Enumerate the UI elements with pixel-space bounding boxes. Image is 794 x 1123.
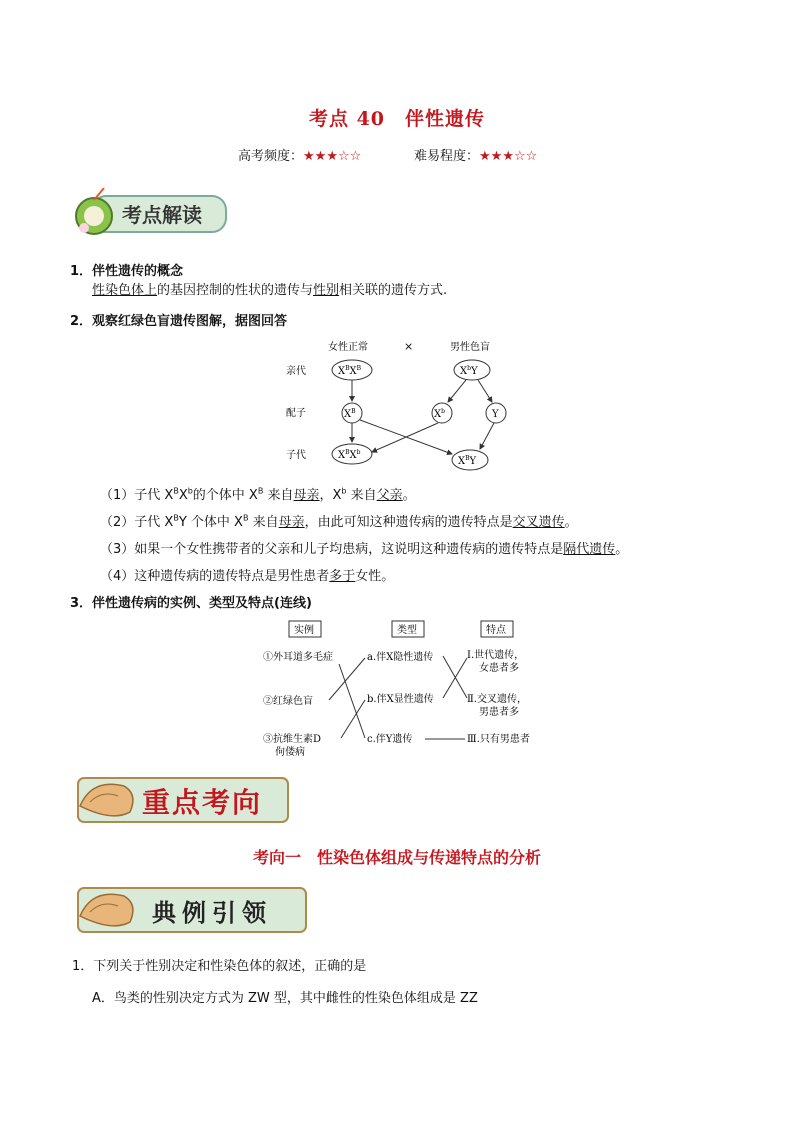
text-run: 来自 [252,515,279,530]
genotype-father: $X^bY$ [460,365,478,377]
column-header-example: 实例 [294,625,314,636]
answer-blank: 母亲 [278,515,305,530]
feature-1-line2: 女患者多 [479,663,519,674]
option-a: A．鸟类的性别决定方式为 ZW 型，其中雌性的性染色体组成是 ZZ [92,991,478,1006]
text-run: （1）子代 X [100,488,174,503]
section-heading-1: 1．伴性遗传的概念 [70,264,184,279]
text-run: 的个体中 X [192,488,258,503]
answer-blank: 性染色体上 [92,283,158,298]
section-heading-2: 2．观察红绿色盲遗传图解，据图回答 [70,314,288,329]
text-run: （4）这种遗传病的遗传特点是男性患者 [100,569,330,584]
question-3 [100,538,628,557]
answer-blank: 隔代遗传 [563,542,616,557]
banner-label: 考点解读 [122,203,202,227]
direction-title: 考向一 性染色体组成与传递特点的分析 [252,848,541,867]
female-normal-label: 女性正常 [328,342,368,353]
example-1: ①外耳道多毛症 [263,652,333,663]
gamete-y-father: Y [492,409,499,420]
text-run: 的基因控制的性状的遗传与 [157,283,314,298]
male-colorblind-label: 男性色盲 [450,342,490,353]
text-run: ，X [319,488,342,503]
gamete-xb-mother: $X^B$ [344,408,356,420]
frequency-rating [238,145,361,164]
row-label-gamete: 配子 [286,408,306,419]
column-header-type: 类型 [397,625,417,636]
question-4 [100,565,394,584]
banner-dianli-yinling [72,882,312,928]
banner-label: 重点考向 [142,786,263,819]
type-b: b.伴X显性遗传 [367,694,434,705]
difficulty-label: 难易程度： [414,149,480,164]
banner-zhongdian-kaoxiang [72,772,292,818]
color-blindness-pedigree [280,336,520,476]
column-header-feature: 特点 [486,625,506,636]
difficulty-rating [414,145,537,164]
text-run: 。 [402,488,416,503]
definition-text [92,282,447,300]
banner-label: 典例引领 [152,898,272,927]
question-1: （1）子代 $X^BX^b$的个体中 $X^B$ 来自母亲，$X^b$ 来自父亲。 [100,486,416,503]
feature-2-line2: 男患者多 [479,707,519,718]
text-run: 来自 [267,488,294,503]
difficulty-stars: ★★★☆☆ [479,149,538,164]
example-2: ②红绿色盲 [263,696,313,707]
feature-2-line1: Ⅱ.交叉遗传， [467,694,527,705]
inheritance-arrows [352,380,494,454]
type-c: c.伴Y遗传 [367,734,413,745]
frequency-label: 高考频度： [238,149,304,164]
genotype-daughter: $X^BX^b$ [338,449,361,461]
row-label-offspring: 子代 [286,450,306,461]
example-3-line2: 佝偻病 [275,747,305,758]
answer-blank: 父亲 [376,488,403,503]
text-run: 女性。 [355,569,395,584]
answer-blank: 性别 [313,283,340,298]
page-title: 考点 40 伴性遗传 [308,108,486,130]
matching-diagram [255,618,555,760]
banner-kaodian-jiedu [72,188,230,234]
genotype-mother: $X^BX^B$ [338,365,362,377]
question-2: （2）子代 $X^BY$ 个体中 $X^B$ 来自母亲，由此可知这种遗传病的遗传特点是交叉遗传。 [100,513,578,530]
row-label-parent: 亲代 [286,366,306,377]
gamete-xb-father: $X^b$ [434,408,445,420]
text-run: （3）如果一个女性携带者的父亲和儿子均患病，这说明这种遗传病的遗传特点是 [100,542,564,557]
feature-3: Ⅲ.只有男患者 [467,734,530,745]
genotype-son: $X^BY$ [458,455,477,467]
type-a: a.伴X隐性遗传 [367,652,434,663]
text-run: 相关联的遗传方式. [339,283,448,298]
example-3-line1: ③抗维生素D [263,734,322,745]
answer-blank: 多于 [329,569,356,584]
answer-blank: 交叉遗传 [512,515,565,530]
text-run: 。 [615,542,629,557]
section-heading-3: 3．伴性遗传病的实例、类型及特点(连线) [70,596,312,611]
text-run: 来自 [350,488,377,503]
text-run: 。 [564,515,578,530]
text-run: ，由此可知这种遗传病的遗传特点是 [304,515,513,530]
feature-1-line1: Ⅰ.世代遗传， [467,650,525,661]
example-question: 1．下列关于性别决定和性染色体的叙述，正确的是 [72,959,367,974]
cross-symbol: × [404,340,414,353]
text-run: （2）子代 X [100,515,174,530]
text-run: Y 个体中 X [178,515,243,530]
answer-blank: 母亲 [293,488,320,503]
frequency-stars: ★★★☆☆ [303,149,362,164]
